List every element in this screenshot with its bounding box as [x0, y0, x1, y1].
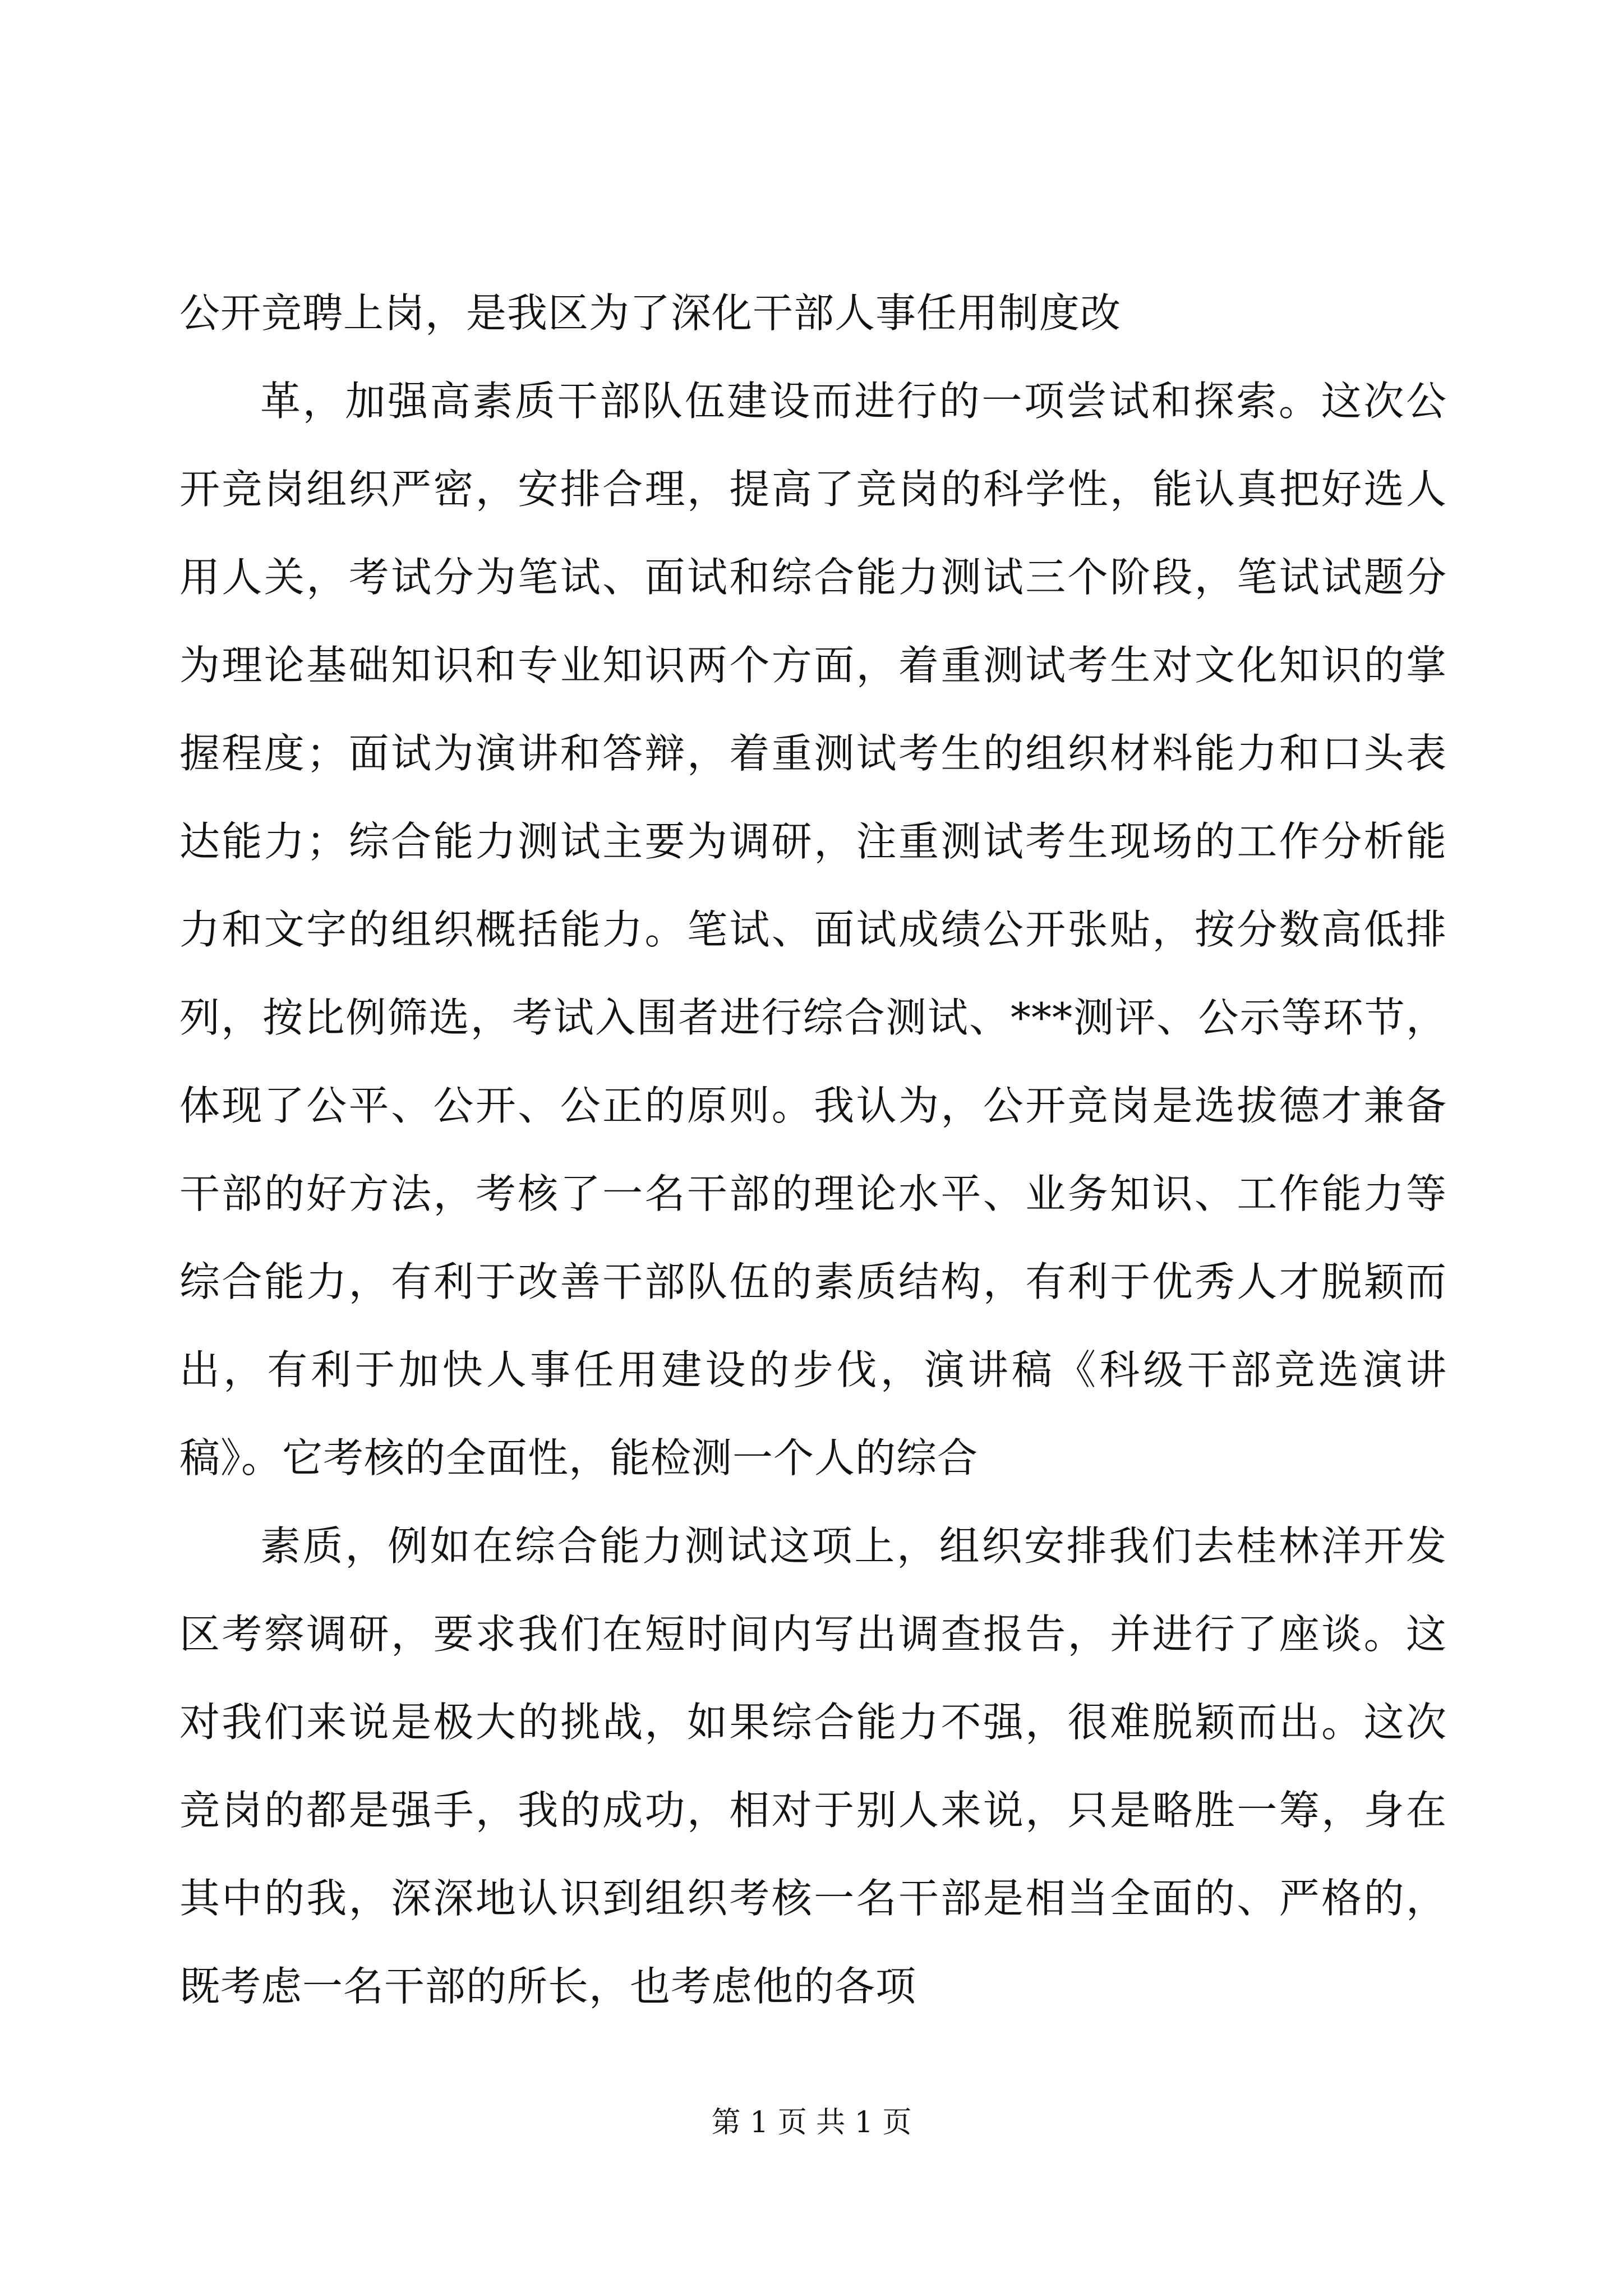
page-footer: 第 1 页 共 1 页	[711, 2106, 912, 2139]
paragraph-3: 素质，例如在综合能力测试这项上，组织安排我们去桂林洋开发区考察调研，要求我们在短时间内写出调查报告，并进行了座谈。这对我们来说是极大的挑战，如果综合能力不强，很难脱颖而出。这次竞岗的都是强手，我的成功，相对于别人来说，只是略胜一筹，身在其中的我，深深地认识到组织考核一名干部是相当全面的、严格的，既考虑一名干部的所长，也考虑他的各项	[179, 1522, 1447, 2010]
paragraph-1: 公开竞聘上岗，是我区为了深化干部人事任用制度改	[179, 289, 1122, 337]
paragraph-2: 革，加强高素质干部队伍建设而进行的一项尝试和探索。这次公开竞岗组织严密，安排合理，提高了竞岗的科学性，能认真把好选人用人关，考试分为笔试、面试和综合能力测试三个阶段，笔试试题分为理论基础知识和专业知识两个方面，着重测试考生对文化知识的掌握程度；面试为演讲和答辩，着重测试考生的组织材料能力和口头表达能力；综合能力测试主要为调研，注重测试考生现场的工作分析能力和文字的组织概括能力。笔试、面试成绩公开张贴，按分数高低排列，按比例筛选，考试入围者进行综合测试、***测评、公示等环节，体现了公平、公开、公正的原则。我认为，公开竞岗是选拔德才兼备干部的好方法，考核了一名干部的理论水平、业务知识、工作能力等综合能力，有利于改善干部队伍的素质结构，有利于优秀人才脱颖而出，有利于加快人事任用建设的步伐，演讲稿《科级干部竞选演讲稿》。它考核的全面性，能检测一个人的综合	[179, 378, 1447, 1481]
document-body	[179, 269, 1447, 2031]
